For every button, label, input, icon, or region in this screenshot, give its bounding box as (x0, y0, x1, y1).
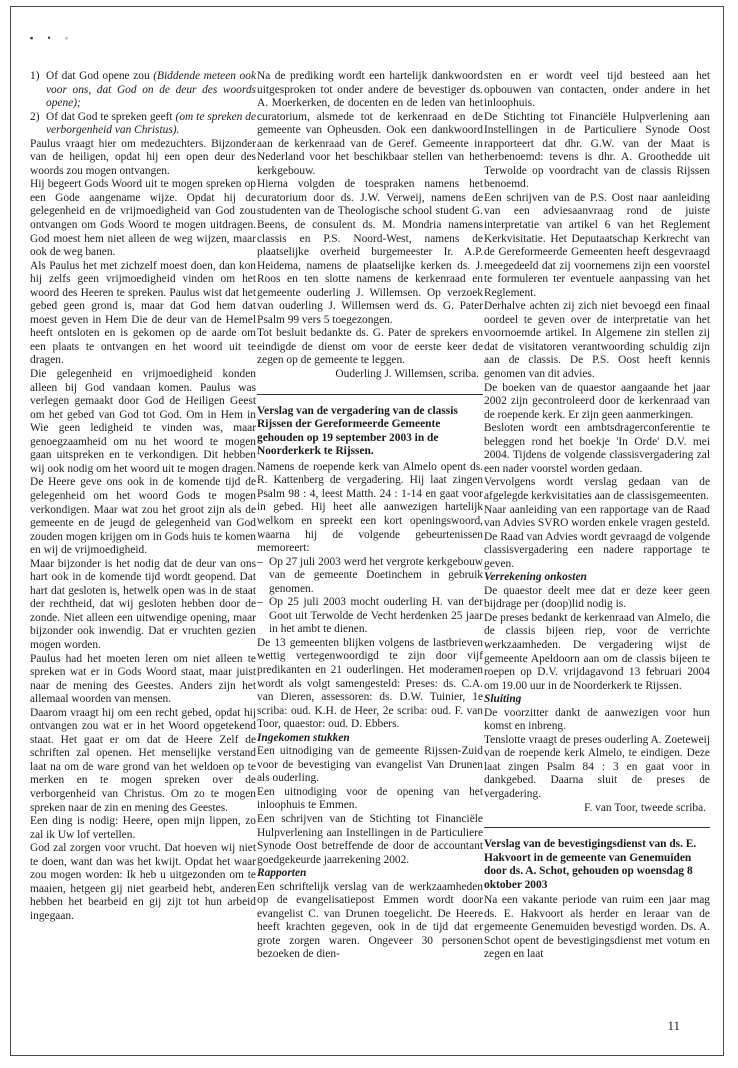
corner-marks: ▪ • ◦ (30, 33, 75, 43)
signature: F. van Toor, tweede scriba. (584, 801, 706, 814)
list-text: Of dat God opene zou (46, 70, 154, 82)
paragraph: Een ding is nodig: Heere, open mijn lippen, zo zal ik Uw lof vertellen. (30, 815, 256, 841)
column-2 (257, 70, 483, 1030)
paragraph: Een uitnodiging voor de opening van het inloophuis te Emmen. (257, 785, 483, 812)
paragraph: Derhalve achten zij zich niet bevoegd een finaal oordeel te geven over de interpretatie van het voornoemde artikel. In Algemene zin stellen zij dat de visitatoren verantwoording schuldig zijn aan de classis. De P.S. Oost heeft kennis genomen van dit advies. (484, 300, 710, 381)
paragraph: Hij begeert Gods Woord uit te mogen spreken op een Gode aangename wijze. Opdat hij de gelegenheid en de vrijmoedigheid van God zou ontvangen om Gods Woord te mogen uitdragen. God moest hem niet alleen de weg wijzen, maar ook de weg banen. (30, 178, 256, 259)
paragraph: De boeken van de quaestor aangaande het jaar 2002 zijn gecontroleerd door de kerkenraad van de roepende kerk. Er zijn geen aanmerkingen. (484, 381, 710, 421)
list-item (30, 111, 256, 138)
paragraph: Vervolgens wordt verslag gedaan van de afgelegde kerkvisitaties aan de classisgemeenten. (484, 476, 710, 502)
column-3 (484, 70, 710, 1030)
paragraph: De Heere geve ons ook in de komende tijd de gelegenheid om het woord Gods te mogen verkondigen. Maar wat zou het groot zijn als de gemeente en de jeugd de gelegenheid van God zouden mogen krijgen om in Gods huis te komen en wij de vrijmoedigheid. (30, 476, 256, 557)
article-heading: Verslag van de bevestigingsdienst van ds. E. Hakvoort in de gemeente van Genemuiden door ds. A. Schot, gehouden op woensdag 8 oktober 2003 (484, 838, 697, 891)
list-italic: (om te spreken de verborgenheid van Christus). (46, 110, 256, 137)
paragraph: Hierna volgden de toespraken namens het curatorium door ds. J.W. Verweij, namens de studenten van de Theologische school student G. Beens, de consulent ds. M. Mondria namens classis en P.S. Noord-West, namens de plaatselijke overheid burgemeester Ir. A.P. Heidema, namens de plaatselijke kerken ds. J. Roos en ten slotte namens de kerkenraad en gemeente ouderling J. Willemsen. Op verzoek van ouderling J. Willemsen werd ds. G. Pater Psalm 99 vers 5 toegezongen. (257, 178, 483, 326)
section-divider (257, 394, 483, 395)
paragraph: Paulus vraagt hier om medezuchters. Bijzonder van de heiligen, opdat hij een open deur des woords zou mogen ontvangen. (30, 137, 256, 177)
dash-item: – Op 25 juli 2003 mocht ouderling H. van der Goot uit Terwolde de Vecht herdenken 25 jaar in het ambt te dienen. (257, 596, 483, 636)
article-heading: Verslag van de vergadering van de classis Rijssen der Gereformeerde Gemeente gehouden op 19 september 2003 in de Noorderkerk te Rijssen. (257, 404, 458, 458)
paragraph: Namens de roepende kerk van Almelo opent ds. R. Kattenberg de vergadering. Hij laat zingen Psalm 98 : 4, leest Matth. 24 : 1-14 en gaat voor in gebed. Hij heet alle aanwezigen hartelijk welkom en spreekt een kort openingswoord, waarna hij de volgende gebeurtenissen memoreert: (257, 460, 483, 555)
signature: Ouderling J. Willemsen, scriba. (335, 368, 479, 381)
list-item (30, 70, 256, 111)
paragraph: Besloten wordt een ambtsdragerconferentie te beleggen rond het boekje 'In Orde' D.V. mei 2004. Tijdens de volgende classisvergadering zal een nader voorstel worden gedaan. (484, 422, 710, 475)
section-divider (484, 827, 710, 828)
list-text: Of dat God te spreken geeft (46, 110, 176, 123)
paragraph: Daarom vraagt hij om een recht gebed, opdat hij ontvangen zou wat er in het Woord opgetekend staat. Het gaat er om dat de Heere Zelf de schriften zal openen. Het menselijke verstand laat na om de ware grond van het weldoen op te merken en te mogen spreken over de verborgenheid van Christus. Om zo te mogen spreken naar de zin en mening des Geestes. (30, 706, 256, 814)
list-number: 1) (30, 70, 40, 82)
paragraph: De preses bedankt de kerkenraad van Almelo, die de classis bijeen riep, voor de verrichte werkzaamheden. De vergadering wijst de gemeente Apeldoorn aan om de classis bijeen te roepen op D.V. vrijdagavond 13 februari 2004 om 19.00 uur in de Noorderkerk te Rijssen. (484, 611, 710, 692)
paragraph: Als Paulus het met zichzelf moest doen, dan kon hij zelfs geen vrijmoedigheid vinden om het woord des Heeren te spreken. Paulus wist dat het gebed geen grond is, maar dat God hem dat moest geven in Hem Die de deur van de Hemel heeft ontsloten en is gekomen op de aarde om een plaats te ontvangen en het woord uit te dragen. (30, 259, 256, 367)
paragraph: De 13 gemeenten blijken volgens de lastbrieven wettig vertegenwoordigd te zijn door vijf predikanten en 21 ouderlingen. Het moderamen wordt als volgt samengesteld: Preses: ds. C.A. van Dieren, assessoren: ds. D.W. Tuinier, 1e scriba: oud. K.H. de Heer, 2e scriba: oud. F. van Toor, quaestor: oud. D. Ebbers. (257, 636, 483, 731)
subheading: Rapporten (257, 867, 307, 880)
subheading: Ingekomen stukken (257, 731, 350, 744)
paragraph: Tot besluit bedankte ds. G. Pater de sprekers en eindigde de dienst om voor de eerste keer de zegen op de gemeente te leggen. (257, 327, 483, 367)
paragraph: De voorzitter dankt de aanwezigen voor hun komst en inbreng. (484, 706, 710, 733)
paragraph: De quaestor deelt mee dat er deze keer geen bijdrage per (doop)lid nodig is. (484, 584, 710, 611)
paragraph: Tenslotte vraagt de preses ouderling A. Zoeteweij van de roepende kerk Almelo, te eindigen. Deze laat zingen Psalm 84 : 3 en gaat voor in dankgebed. Daarna sluit de preses de vergadering. (484, 733, 710, 800)
paragraph: Een schriftelijk verslag van de werkzaamheden op de evangelisatiepost Emmen wordt door evangelist C. van Drunen toegelicht. De Heere heeft krachten gegeven, ook in de tijd dat er grote zorgen waren. Ongeveer 30 personen bezoeken de dien- (257, 880, 483, 961)
paragraph: Na een vakante periode van ruim een jaar mag ds. E. Hakvoort als herder en leraar van de gemeente Genemuiden bevestigd worden. Ds. A. Schot opent de bevestigingsdienst met votum en zegen en laat (484, 894, 710, 961)
column-1 (30, 70, 256, 1030)
paragraph: Naar aanleiding van een rapportage van de Raad van Advies SVRO worden enkele vragen gesteld. De Raad van Advies wordt gevraagd de volgende classisvergadering een nadere rapportage te geven. (484, 503, 710, 570)
paragraph: Een schrijven van de Stichting tot Financiële Hulpverlening aan Instellingen in de Particuliere Synode Oost betreffende de door de accountant goedgekeurde jaarrekening 2002. (257, 812, 483, 866)
paragraph: De Stichting tot Financiële Hulpverlening aan Instellingen in de Particuliere Synode Oost rapporteert dat dhr. G.W. van der Maat is herbenoemd: tevens is dhr. A. Groothedde uit Terwolde op voordracht van de classis Rijssen benoemd. (484, 110, 710, 191)
page-number: 11 (667, 1018, 680, 1033)
paragraph: sten en er wordt veel tijd besteed aan het opbouwen van contacten, onder andere in het inloophuis. (484, 70, 710, 110)
dash-item: – Op 27 juli 2003 werd het vergrote kerkgebouw van de gemeente Doetinchem in gebruik genomen. (257, 555, 483, 595)
paragraph: Een schrijven van de P.S. Oost naar aanleiding van een adviesaanvraag rond de juiste interpretatie van artikel 6 van het Reglement Kerkvisitatie. Het Deputaatschap Kerkrecht van de Gereformeerde Gemeenten heeft desgevraagd meegedeeld dat zij voornemens zijn een voorstel te formuleren ter eventuele aanpassing van het Reglement. (484, 191, 710, 299)
paragraph: God zal zorgen voor vrucht. Dat hoeven wij niet te doen, want dan was het kwijt. Opdat het waar zou mogen worden: Ik heb u uitgezonden om te maaien, hetgeen gij niet gearbeid hebt, anderen hebben het bearbeid en gij zijt tot hun arbeid ingegaan. (30, 842, 256, 922)
paragraph: Maar bijzonder is het nodig dat de deur van ons hart ook in de komende tijd wordt geopend. Dat hart dat gesloten is, hetwelk open was in de staat der rechtheid, dat wij gesloten hebben door de zonde. Niet alleen een uitwendige opening, maar bijzonder ook inwendig. Dat er vruchten gezien mogen worden. (30, 557, 256, 651)
paragraph: Na de prediking wordt een hartelijk dankwoord uitgesproken tot onder andere de bevestiger ds. A. Moerkerken, de docenten en de leden van het curatorium, alsmede tot de kerkenraad en de gemeente van Opheusden. Ook een dankwoord aan de kerkenraad van de Geref. Gemeente in Nederland voor het beschikbaar stellen van het kerkgebouw. (257, 70, 483, 177)
subheading: Verrekening onkosten (484, 571, 587, 584)
subheading: Sluiting (484, 693, 522, 706)
paragraph: Die gelegenheid en vrijmoedigheid konden alleen bij God vandaan komen. Paulus was verlegen gemaakt door God de Heiligen Geest om het gebed van God tot God. Om in Hem in Wie geen ledigheid te vinden was, maar genoegzaamheid om nu het woord te mogen gaan uitspreken en te verkondigen. Dit hebben wij ook nodig om het woord uit te mogen dragen. (30, 368, 256, 475)
list-italic: (Biddende meteen ook voor ons, dat God on de deur des woords opene); (46, 70, 256, 110)
list-number: 2) (30, 110, 40, 123)
paragraph: Een uitnodiging van de gemeente Rijssen-Zuid voor de bevestiging van evangelist Van Drunen als ouderling. (257, 745, 483, 785)
paragraph: Paulus had het moeten leren om niet alleen te spreken wat er in Gods Woord staat, maar juist naar de mening des Geestes. Anders zijn het allemaal woorden van mensen. (30, 652, 256, 706)
